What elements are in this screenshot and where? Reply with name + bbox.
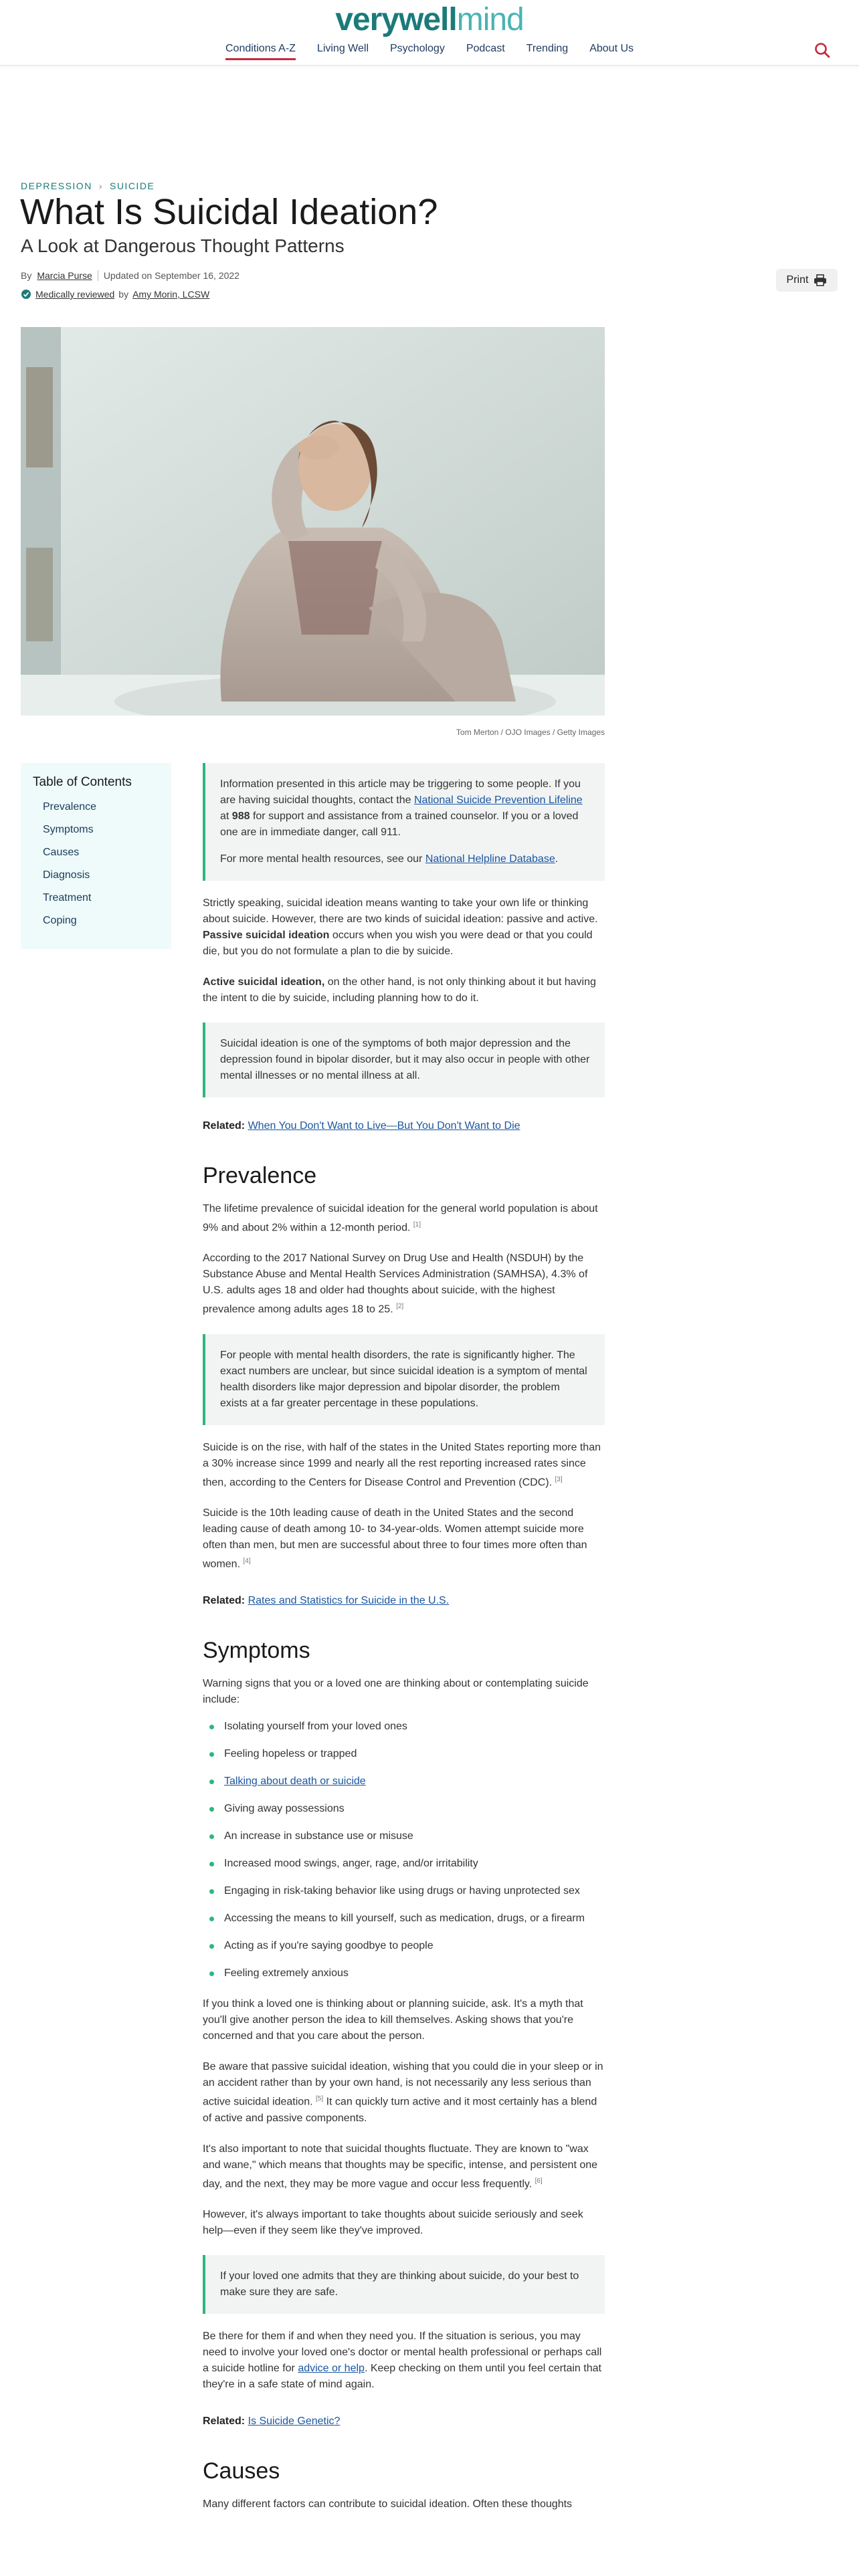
symptoms-paragraph-5 <box>203 2329 605 2393</box>
warning-part-3: for support and assistance from a trained counselor. If you or a loved one are in immediate danger, call 911. <box>220 811 579 838</box>
page-title: What Is Suicidal Ideation? <box>20 192 438 232</box>
related-2 <box>203 1595 605 1607</box>
prevalence-paragraph-2 <box>203 1251 605 1317</box>
intro-text-1: Strictly speaking, suicidal ideation means wanting to take your own life or thinking about suicide. However, there are two kinds of suicidal ideation: passive and active. <box>203 897 598 925</box>
article-body <box>203 763 605 2512</box>
citation-3[interactable]: [3] <box>555 1475 563 1483</box>
breadcrumb-suicide[interactable]: SUICIDE <box>109 181 155 191</box>
toc-item-prevalence[interactable]: Prevalence <box>43 801 97 813</box>
active-term: Active suicidal ideation, <box>203 976 325 988</box>
nav-living-well[interactable]: Living Well <box>316 43 369 54</box>
list-item: Feeling extremely anxious <box>203 1965 605 1981</box>
resources-part-2: . <box>555 853 559 865</box>
related-1 <box>203 1120 605 1132</box>
reviewed-link[interactable]: Medically reviewed <box>35 289 115 300</box>
toc-item-treatment[interactable]: Treatment <box>43 892 92 903</box>
toc-item-diagnosis[interactable]: Diagnosis <box>43 869 90 881</box>
nav-conditions[interactable]: Conditions A-Z <box>225 43 296 60</box>
hero-photo-illustration <box>21 327 605 716</box>
section-causes: Causes <box>203 2458 280 2484</box>
related-link-3[interactable]: Is Suicide Genetic? <box>248 2415 341 2427</box>
list-item: Feeling hopeless or trapped <box>203 1746 605 1762</box>
logo-part-2: mind <box>456 2 524 37</box>
symptoms-paragraph-3 <box>203 2141 605 2192</box>
list-item: Giving away possessions <box>203 1801 605 1817</box>
hero-image <box>21 327 605 716</box>
search-icon[interactable] <box>814 41 831 59</box>
prev-p2-text: According to the 2017 National Survey on Drug Use and Health (NSDUH) by the Substance Abuse and Mental Health Services Administration (SAMHSA), 4.3% of U.S. adults ages 18 and older had thoughts about suicide, with the highest prevalence among adults ages 18 to 25. <box>203 1253 588 1315</box>
verified-check-icon <box>21 289 31 300</box>
site-logo[interactable] <box>0 1 859 38</box>
active-text: on the other hand, is not only thinking about it but having the intent to die by suicide, including planning how to do it. <box>203 976 596 1004</box>
nav-trending[interactable]: Trending <box>526 43 569 54</box>
print-button[interactable] <box>776 269 838 292</box>
list-item: Isolating yourself from your loved ones <box>203 1719 605 1735</box>
info-callout-2 <box>203 1334 605 1425</box>
author-link[interactable]: Marcia Purse <box>37 270 92 281</box>
print-label: Print <box>786 274 809 286</box>
passive-term: Passive suicidal ideation <box>203 930 330 941</box>
warning-part-2: at <box>220 811 229 822</box>
by-label: By <box>21 270 32 281</box>
intro-text-2: occurs when you wish you were dead or that you could die, but you do not formulate a plan to die by suicide. <box>203 930 593 957</box>
citation-4[interactable]: [4] <box>243 1557 251 1565</box>
nav-podcast[interactable]: Podcast <box>466 43 505 54</box>
symptoms-intro: Warning signs that you or a loved one are thinking about or contemplating suicide include: <box>203 1678 589 1706</box>
lifeline-link[interactable]: National Suicide Prevention Lifeline <box>413 794 583 806</box>
chevron-right-icon: › <box>98 181 103 191</box>
list-item: Engaging in risk-taking behavior like using drugs or having unprotected sex <box>203 1883 605 1899</box>
resources-text <box>220 851 590 867</box>
citation-6[interactable]: [6] <box>535 2177 543 2185</box>
active-paragraph <box>203 974 605 1006</box>
related-link-1[interactable]: When You Don't Want to Live—But You Don't Want to Die <box>248 1120 520 1132</box>
toc-title: Table of Contents <box>33 775 132 789</box>
logo-part-1: verywell <box>335 2 457 37</box>
list-item: Increased mood swings, anger, rage, and/or irritability <box>203 1856 605 1872</box>
sym-p2b-text: It can quickly turn active and it most certainly has a blend of active and passive components. <box>203 2096 597 2124</box>
related-label-1: Related: <box>203 1120 246 1132</box>
sym-p3-text: It's also important to note that suicidal thoughts fluctuate. They are known to "wax and wane," which means that thoughts may be specific, intense, and persistent one day, and the next, they may be more vague and occur less frequently. <box>203 2143 598 2189</box>
table-of-contents <box>21 763 171 949</box>
medical-review <box>21 289 209 300</box>
site-header <box>0 0 859 66</box>
related-label-3: Related: <box>203 2415 246 2427</box>
intro-paragraph <box>203 895 605 960</box>
toc-item-symptoms[interactable]: Symptoms <box>43 824 94 835</box>
image-credit: Tom Merton / OJO Images / Getty Images <box>456 728 605 737</box>
helpline-database-link[interactable]: National Helpline Database <box>425 853 555 865</box>
symptoms-paragraph-1: If you think a loved one is thinking about or planning suicide, ask. It's a myth that you'll give another person the idea to kill themselves. Asking shows that you're concerned and that you care about the person. <box>203 1998 583 2042</box>
updated-date: Updated on September 16, 2022 <box>103 270 240 281</box>
prevalence-paragraph-3 <box>203 1440 605 1491</box>
prev-p3-text: Suicide is on the rise, with half of the states in the United States reporting more than a 30% increase since 1999 and nearly all the rest reporting increased rates since then, according to the Centers for Disease Control and Prevention (CDC). <box>203 1441 601 1488</box>
sym-p5b-text: . Keep checking on them until you feel certain that they're in a safe state of mind again. <box>203 2362 601 2390</box>
list-item: Accessing the means to kill yourself, such as medication, drugs, or a firearm <box>203 1911 605 1927</box>
warning-part-1: Information presented in this article may be triggering to some people. If you are having suicidal thoughts, contact the <box>220 778 581 806</box>
list-item: Acting as if you're saying goodbye to people <box>203 1938 605 1954</box>
advice-help-link[interactable]: advice or help <box>298 2362 365 2374</box>
callout-2-text: For people with mental health disorders, the rate is significantly higher. The exact numbers are unclear, but since suicidal ideation is a symptom of mental health disorders like major depression and bipolar disorder, the problem exists at a far greater percentage in these populations. <box>220 1349 587 1409</box>
symptom-link-talking-about-death[interactable]: Talking about death or suicide <box>224 1776 366 1788</box>
related-3 <box>203 2416 605 2428</box>
symptoms-paragraph-2 <box>203 2059 605 2126</box>
toc-item-causes[interactable]: Causes <box>43 847 80 858</box>
sym-p2a-text: Be aware that passive suicidal ideation, wishing that you could die in your sleep or in an accident rather than by your own hand, is not necessarily any less serious than active suicidal ideation. <box>203 2061 603 2108</box>
reviewed-by-label: by <box>118 289 129 300</box>
sym-p5a-text: Be there for them if and when they need you. If the situation is serious, you may need to involve your loved one's doctor or mental health professional or perhaps call a suicide hotline for <box>203 2330 602 2374</box>
hotline-number: 988 <box>231 811 250 822</box>
prev-p4-text: Suicide is the 10th leading cause of death in the United States and the second leading cause of death among 10- to 34-year-olds. Women attempt suicide more often than men, but men are successful about three to four times more often than women. <box>203 1507 587 1570</box>
prev-p1-text: The lifetime prevalence of suicidal ideation for the general world population is about 9% and about 2% within a 12-month period. <box>203 1203 598 1234</box>
info-callout-3 <box>203 2255 605 2314</box>
toc-list <box>33 799 159 936</box>
callout-3-text: If your loved one admits that they are thinking about suicide, do your best to make sure they are safe. <box>220 2270 579 2298</box>
nav-about-us[interactable]: About Us <box>589 43 634 54</box>
breadcrumb-depression[interactable]: DEPRESSION <box>21 181 92 191</box>
resources-part-1: For more mental health resources, see our <box>220 853 423 865</box>
page-subtitle: A Look at Dangerous Thought Patterns <box>21 235 345 256</box>
list-item <box>203 1774 605 1790</box>
warning-text <box>220 776 590 841</box>
main-nav <box>0 43 859 60</box>
citation-1[interactable]: [1] <box>413 1221 421 1228</box>
prevalence-paragraph-1 <box>203 1201 605 1236</box>
warning-callout <box>203 763 605 881</box>
info-callout-1 <box>203 1023 605 1097</box>
callout-1-text: Suicidal ideation is one of the symptoms of both major depression and the depression found in bipolar disorder, but it may also occur in people with other mental illnesses or no mental illness at all. <box>220 1038 590 1081</box>
toc-item-coping[interactable]: Coping <box>43 915 77 926</box>
citation-2[interactable]: [2] <box>396 1303 404 1311</box>
breadcrumb <box>21 181 155 191</box>
citation-5[interactable]: [5] <box>316 2095 324 2103</box>
symptoms-paragraph-4: However, it's always important to take thoughts about suicide seriously and seek help—even if they seem like they've improved. <box>203 2208 583 2236</box>
section-prevalence: Prevalence <box>203 1163 317 1188</box>
prevalence-paragraph-4 <box>203 1505 605 1572</box>
symptoms-list <box>203 1719 605 1981</box>
related-link-2[interactable]: Rates and Statistics for Suicide in the U.S. <box>248 1595 450 1607</box>
section-symptoms: Symptoms <box>203 1638 310 1664</box>
related-label-2: Related: <box>203 1595 246 1607</box>
reviewer-link[interactable]: Amy Morin, LCSW <box>132 289 210 300</box>
list-item: An increase in substance use or misuse <box>203 1828 605 1844</box>
printer-icon <box>814 274 827 286</box>
byline <box>21 270 240 281</box>
nav-psychology[interactable]: Psychology <box>390 43 445 54</box>
causes-paragraph-1: Many different factors can contribute to suicidal ideation. Often these thoughts <box>203 2498 573 2510</box>
